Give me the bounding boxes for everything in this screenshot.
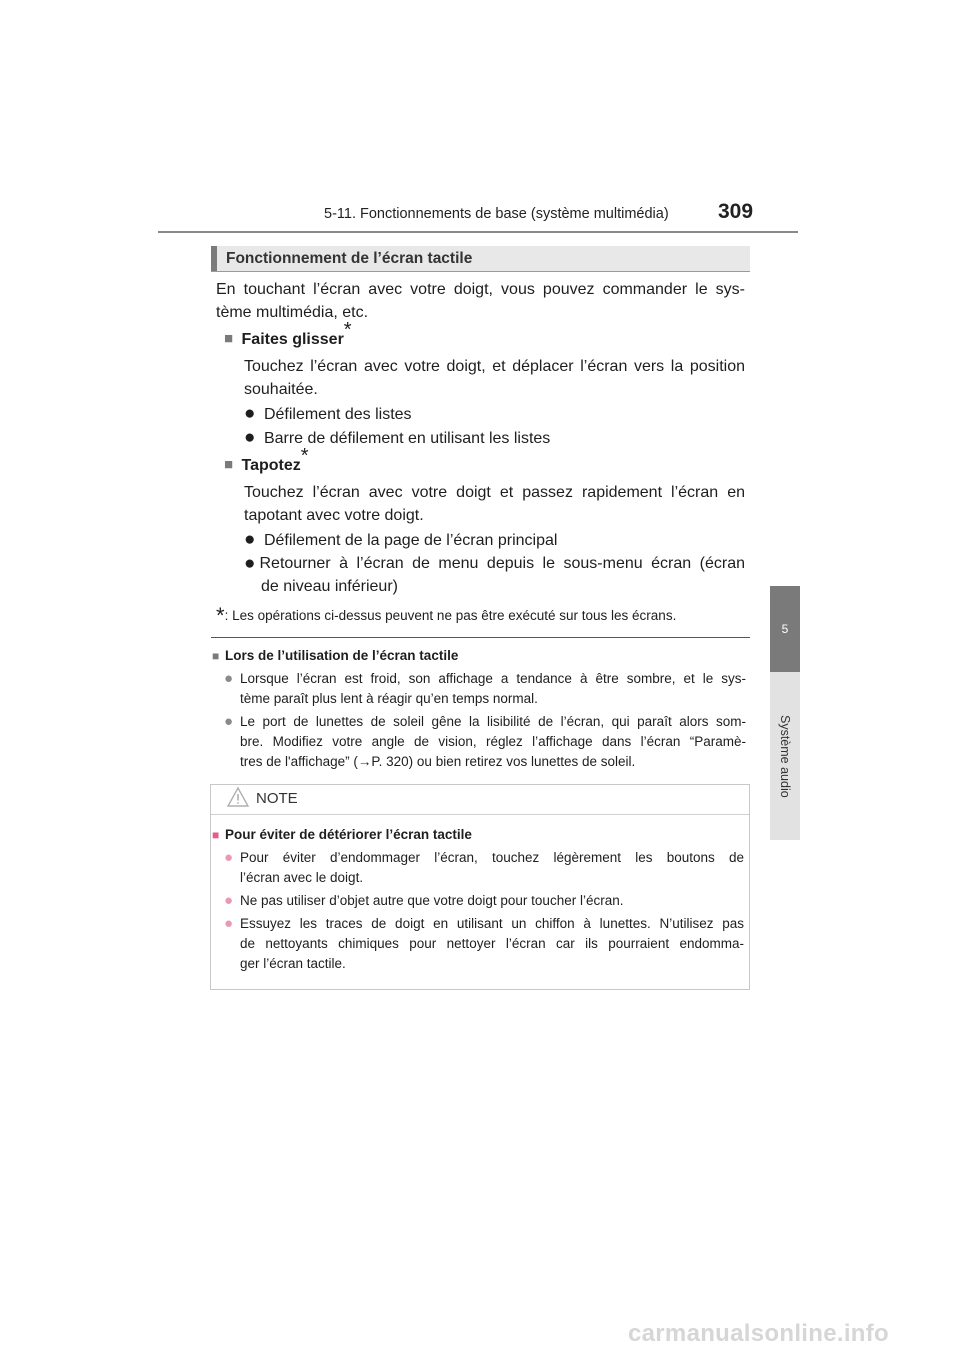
divider — [211, 637, 750, 638]
note-divider — [211, 814, 749, 815]
list-item-text: Barre de défilement en utilisant les listes — [263, 430, 551, 447]
intro-line-1: En touchant l’écran avec votre doigt, vous pouvez commander le sys- — [216, 281, 745, 298]
circle-bullet-icon: ● — [224, 892, 234, 909]
circle-bullet-icon: ● — [224, 670, 234, 687]
chapter-label: Système audio — [778, 714, 792, 798]
page-number: 309 — [718, 200, 754, 223]
circle-bullet-icon: ● — [224, 849, 234, 866]
running-header-section: 5-11. Fonctionnements de base (système multimédia) — [324, 206, 669, 222]
glisser-title: Faites glisser — [241, 331, 344, 348]
tapotez-desc-2: tapotant avec votre doigt. — [244, 507, 424, 524]
list-item-text: Pour éviter d’endommager l’écran, touchez légèrement les boutons de — [240, 850, 744, 865]
subsection-glisser — [224, 318, 352, 351]
circle-bullet-icon: ● — [244, 553, 256, 574]
list-item — [244, 528, 557, 552]
note-heading — [212, 825, 472, 845]
chapter-tab-label — [770, 672, 800, 840]
circle-bullet-icon: ● — [244, 529, 256, 550]
list-item-text-cont: de niveau inférieur) — [261, 578, 398, 595]
list-item-text-cont: de nettoyants chimiques pour nettoyer l’écran car ils pourraient endomma- — [240, 936, 744, 951]
section-title: Fonctionnement de l’écran tactile — [226, 250, 473, 267]
list-item-text-cont: l’écran avec le doigt. — [240, 870, 364, 885]
square-bullet-icon: ■ — [224, 330, 234, 347]
info-heading — [212, 646, 458, 666]
chapter-tab-number — [770, 586, 800, 672]
intro-line-2: tème multimédia, etc. — [216, 304, 369, 321]
subsection-tapotez — [224, 444, 309, 477]
list-item — [224, 712, 746, 732]
list-item-text-cont: tème paraît plus lent à réagir qu’en temps normal. — [240, 691, 538, 706]
list-item — [224, 669, 746, 689]
list-item — [224, 848, 744, 868]
list-item-text: Retourner à l’écran de menu depuis le sous-menu écran (écran — [259, 555, 745, 572]
circle-bullet-icon: ● — [244, 403, 256, 424]
square-bullet-icon: ■ — [212, 828, 220, 842]
list-item-text: Le port de lunettes de soleil gêne la lisibilité de l’écran, qui paraît alors som- — [240, 714, 746, 729]
circle-bullet-icon: ● — [224, 713, 234, 730]
list-item — [224, 891, 623, 911]
note-heading-text: Pour éviter de détériorer l’écran tactile — [225, 827, 472, 842]
list-item-text: Essuyez les traces de doigt en utilisant un chiffon à lunettes. N’utilisez pas — [240, 916, 744, 931]
list-item-text: Défilement de la page de l’écran principal — [263, 532, 558, 549]
square-bullet-icon: ■ — [212, 649, 220, 663]
circle-bullet-icon: ● — [224, 915, 234, 932]
list-item-text: Lorsque l’écran est froid, son affichage a tendance à être sombre, et le sys- — [240, 671, 746, 686]
list-item-text-cont: tres de l'affichage” (→P. 320) ou bien retirez vos lunettes de soleil. — [240, 754, 636, 769]
list-item-text-cont: bre. Modifiez votre angle de vision, réglez l’affichage dans l’écran “Paramè- — [240, 734, 746, 749]
watermark: carmanualsonline.info — [628, 1320, 890, 1347]
asterisk-mark: * — [343, 318, 352, 341]
list-item-text-cont: ger l’écran tactile. — [240, 956, 346, 971]
footnote-mark: * — [216, 603, 225, 628]
info-title: Lors de l’utilisation de l’écran tactile — [225, 648, 459, 663]
tapotez-title: Tapotez — [241, 457, 301, 474]
list-item — [244, 426, 550, 450]
square-bullet-icon: ■ — [224, 456, 234, 473]
glisser-desc-1: Touchez l’écran avec votre doigt, et déplacer l’écran vers la position — [244, 358, 745, 375]
circle-bullet-icon: ● — [244, 427, 256, 448]
header-divider — [158, 231, 798, 233]
footnote-text: : Les opérations ci-dessus peuvent ne pas être exécuté sur tous les écrans. — [224, 608, 677, 623]
list-item — [244, 552, 745, 575]
glisser-desc-2: souhaitée. — [244, 381, 318, 398]
section-heading — [211, 246, 750, 272]
asterisk-mark: * — [300, 444, 309, 467]
chapter-number: 5 — [781, 622, 789, 636]
list-item-text: Défilement des listes — [263, 406, 412, 423]
list-item — [224, 914, 744, 934]
note-label: NOTE — [256, 790, 298, 807]
footnote — [216, 600, 676, 626]
warning-triangle-icon — [226, 786, 250, 808]
tapotez-desc-1: Touchez l’écran avec votre doigt et passez rapidement l’écran en — [244, 484, 745, 501]
list-item — [244, 402, 412, 426]
list-item-text: Ne pas utiliser d’objet autre que votre doigt pour toucher l’écran. — [240, 893, 624, 908]
